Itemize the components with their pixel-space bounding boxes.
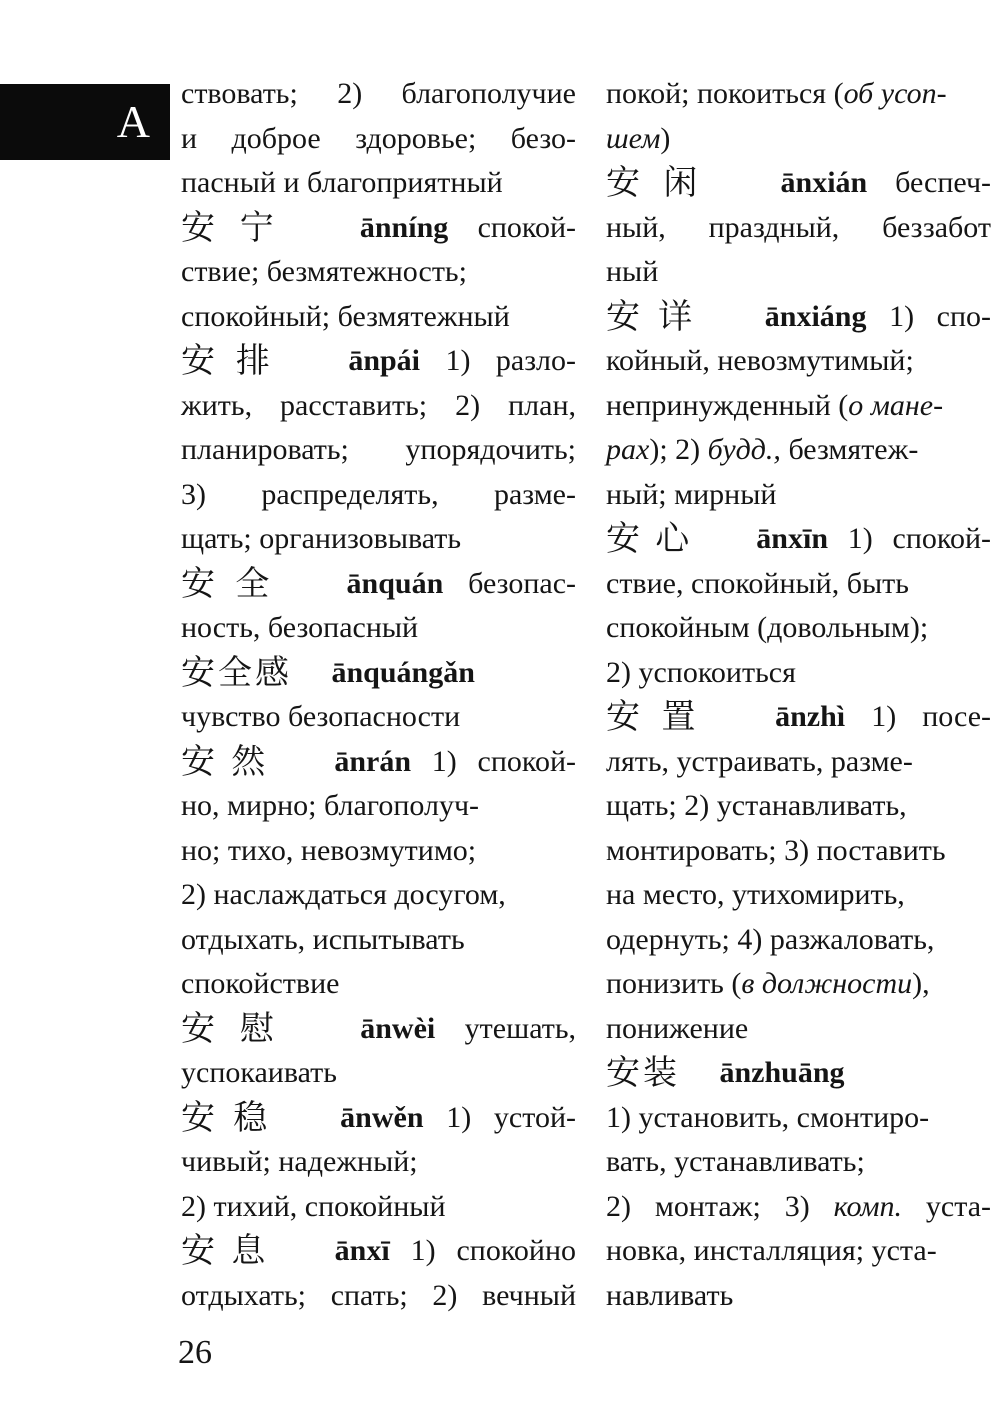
headword: 安全 <box>181 563 290 604</box>
entry-line <box>181 1185 576 1230</box>
usage-note: об усоп- <box>843 77 947 110</box>
entry-text: пасный и благоприятный <box>181 166 503 199</box>
entry-text: спокойный; безмятежный <box>181 299 510 333</box>
usage-note: о мане- <box>848 388 944 422</box>
headword-line <box>606 1051 991 1096</box>
usage-note: в должности <box>741 967 913 1000</box>
definition: 1) спокой- <box>431 744 577 778</box>
entry-text: ) <box>660 121 671 155</box>
entry-text: ствовать; 2) благополучие <box>181 77 576 110</box>
definition: беспеч- <box>895 166 992 199</box>
entry-text: монтировать; 3) поставить <box>606 833 946 867</box>
headword: 安闲 <box>606 163 721 203</box>
entry-text: ), <box>912 967 930 1000</box>
entry-text: отдыхать, испытывать <box>181 922 465 956</box>
entry-line <box>181 161 576 206</box>
entry-line <box>181 918 576 963</box>
entry-text: одернуть; 4) разжаловать, <box>606 922 935 956</box>
entry-line <box>606 562 991 607</box>
entry-text: отдыхать; спать; 2) вечный <box>181 1278 576 1312</box>
definition: безопас- <box>468 566 577 600</box>
entry-text: но, мирно; благополуч- <box>181 789 480 822</box>
headword: 安心 <box>606 519 705 559</box>
entry-text: спокойствие <box>181 967 340 1000</box>
definition: 1) разло- <box>445 344 577 377</box>
usage-note: комп. <box>833 1189 902 1223</box>
entry-text: ный, праздный, беззабот <box>606 210 991 244</box>
entry-text: вать, устанавливать; <box>606 1145 865 1178</box>
entry-text: ный; мирный <box>606 477 777 511</box>
entry-text: 3) распределять, разме- <box>181 477 576 511</box>
entry-text: койный, невозмутимый; <box>606 344 914 377</box>
entry-text: щать; 2) устанавливать, <box>606 789 907 822</box>
headword: 安置 <box>606 697 718 737</box>
section-letter-tab <box>0 84 170 160</box>
entry-line <box>181 695 576 740</box>
pinyin: ānpái <box>348 344 421 377</box>
entry-text: но; тихо, невозмутимо; <box>181 833 477 867</box>
headword: 安排 <box>181 341 291 381</box>
pinyin: ānwèi <box>360 1011 436 1045</box>
pinyin: ānxián <box>780 166 868 199</box>
pinyin: ānxīn <box>756 522 829 555</box>
headword-line <box>181 339 576 384</box>
entry-text: лять, устраивать, разме- <box>606 744 913 778</box>
entry-line <box>606 606 991 651</box>
entry-line <box>606 873 991 918</box>
entry-text: 2) наслаждаться досугом, <box>181 878 506 911</box>
entry-line <box>606 206 991 251</box>
entry-text: понизить ( <box>606 967 742 1000</box>
entry-text: чувство безопасности <box>181 700 461 733</box>
right-column <box>606 72 991 1318</box>
headword-line <box>181 206 576 251</box>
usage-note: рах <box>606 433 650 466</box>
definition: 1) спокойно <box>410 1234 577 1267</box>
entry-line <box>181 117 576 162</box>
entry-line <box>181 606 576 651</box>
entry-line <box>181 873 576 918</box>
entry-line <box>181 250 576 295</box>
page-number: 26 <box>178 1334 212 1371</box>
entry-text: планировать; упорядочить; <box>181 433 576 466</box>
headword: 安息 <box>181 1231 282 1271</box>
entry-line <box>606 1140 991 1185</box>
entry-text: на место, утихомирить, <box>606 878 905 911</box>
entry-line <box>606 918 991 963</box>
entry-line <box>606 1185 991 1230</box>
entry-text: и доброе здоровье; безо- <box>181 121 576 155</box>
entry-line <box>181 295 576 340</box>
headword-line <box>181 1096 576 1141</box>
entry-line <box>181 384 576 429</box>
headword: 安慰 <box>181 1008 299 1049</box>
entry-line <box>606 651 991 696</box>
pinyin: ānxī <box>334 1234 390 1267</box>
pinyin: ānzhì <box>775 700 846 733</box>
entry-line <box>606 428 991 473</box>
entry-text: покой; покоиться ( <box>606 77 844 110</box>
pinyin: ānrán <box>334 744 412 778</box>
entry-text: ); 2) <box>649 433 708 466</box>
entry-text: чивый; надежный; <box>181 1145 418 1178</box>
section-letter: A <box>116 96 150 147</box>
entry-text: успокаивать <box>181 1056 337 1089</box>
headword-line <box>181 740 576 785</box>
left-column <box>181 72 576 1318</box>
headword: 安稳 <box>181 1097 286 1138</box>
entry-line <box>606 1007 991 1052</box>
entry-line <box>606 829 991 874</box>
entry-text: ствие, спокойный, быть <box>606 566 909 600</box>
headword-line <box>606 695 991 740</box>
headword: 安装 <box>606 1053 680 1093</box>
entry-line <box>181 1274 576 1319</box>
pinyin: ānníng <box>359 210 449 244</box>
entry-line <box>606 384 991 429</box>
entry-text: уста- <box>902 1189 991 1223</box>
headword: 安然 <box>181 741 282 782</box>
definition: 1) посе- <box>871 700 992 733</box>
entry-text: щать; организовывать <box>181 522 462 555</box>
entry-text: 2) успокоиться <box>606 655 796 689</box>
headword: 安宁 <box>181 207 299 248</box>
entry-text: непринужденный ( <box>606 388 849 422</box>
entry-line <box>181 72 576 117</box>
pinyin: ānwěn <box>340 1100 424 1134</box>
entry-text: новка, инсталляция; уста- <box>606 1234 937 1267</box>
entry-text: жить, расставить; 2) план, <box>181 388 576 422</box>
pinyin: ānzhuāng <box>719 1056 845 1089</box>
entry-line <box>181 428 576 473</box>
definition: спокой- <box>477 210 577 244</box>
entry-line <box>606 1274 991 1319</box>
entry-line <box>181 829 576 874</box>
entry-line <box>181 1051 576 1096</box>
entry-line <box>606 784 991 829</box>
pinyin: ānxiáng <box>764 299 867 333</box>
entry-line <box>181 1140 576 1185</box>
entry-line <box>606 117 991 162</box>
entry-line <box>606 1229 991 1274</box>
entry-line <box>606 250 991 295</box>
entry-line <box>606 740 991 785</box>
entry-text: 2) тихий, спокойный <box>181 1189 446 1223</box>
headword: 安全感 <box>181 652 292 693</box>
definition: 1) спо- <box>889 299 992 333</box>
pinyin: ānquán <box>346 566 444 600</box>
entry-text: понижение <box>606 1011 749 1045</box>
headword-line <box>181 562 576 607</box>
entry-text: навливать <box>606 1278 734 1312</box>
pinyin: ānquángǎn <box>331 655 475 689</box>
usage-note: шем <box>606 121 661 155</box>
entry-line <box>606 1096 991 1141</box>
headword-line <box>181 651 576 696</box>
headword-line <box>606 295 991 340</box>
entry-text: безмятеж- <box>780 433 919 466</box>
definition: утешать, <box>464 1011 577 1045</box>
headword: 安详 <box>606 296 711 337</box>
headword-line <box>181 1229 576 1274</box>
definition: 1) спокой- <box>847 522 992 555</box>
entry-text: ствие; безмятежность; <box>181 255 467 288</box>
entry-text: 2) монтаж; 3) <box>606 1189 834 1223</box>
headword-line <box>181 1007 576 1052</box>
entry-text: 1) установить, смонтиро- <box>606 1100 930 1134</box>
entry-line <box>606 473 991 518</box>
headword-line <box>606 161 991 206</box>
entry-text: ность, безопасный <box>181 611 419 644</box>
entry-line <box>181 517 576 562</box>
entry-line <box>181 784 576 829</box>
usage-note: будд., <box>707 433 781 466</box>
entry-line <box>606 339 991 384</box>
entry-line <box>181 962 576 1007</box>
definition: 1) устой- <box>446 1100 577 1134</box>
entry-line <box>181 473 576 518</box>
entry-text: спокойным (довольным); <box>606 611 929 644</box>
headword-line <box>606 517 991 562</box>
entry-line <box>606 962 991 1007</box>
entry-line <box>606 72 991 117</box>
entry-text: ный <box>606 255 659 288</box>
